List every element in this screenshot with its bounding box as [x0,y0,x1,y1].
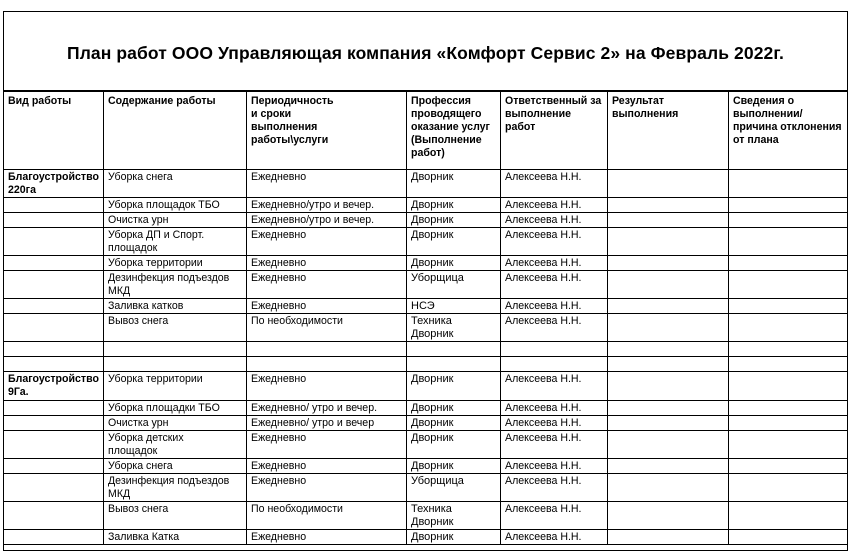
cell-line: площадок [108,242,158,254]
cell-line: Ежедневно [251,257,307,269]
cell-notes [729,271,849,299]
cell-notes [729,416,849,431]
cell-content [104,474,247,502]
col-header-profession [407,92,501,170]
cell-responsible [501,416,608,431]
cell-work-type [4,530,104,545]
title-bar [4,12,847,91]
cell-line: (Выполнение [411,134,482,146]
cell-line: Дезинфекция подъездов [108,272,230,284]
cell-line: выполнения [612,108,679,120]
work-plan-table [3,91,848,545]
cell-responsible [501,401,608,416]
cell-periodicity [247,474,407,502]
cell-line: НСЭ [411,300,435,312]
cell-content [104,170,247,198]
cell-responsible [501,357,608,372]
cell-line: Алексеева Н.Н. [505,272,582,284]
cell-notes [729,372,849,401]
cell-line: Алексеева Н.Н. [505,503,582,515]
cell-line: Очистка урн [108,214,169,226]
cell-line: Благоустройство [8,373,99,385]
cell-periodicity [247,416,407,431]
cell-result [608,299,729,314]
cell-line: Алексеева Н.Н. [505,531,582,543]
table-row [4,530,849,545]
cell-line: Заливка катков [108,300,184,312]
col-header-work-type [4,92,104,170]
cell-notes [729,198,849,213]
cell-result [608,256,729,271]
cell-notes [729,299,849,314]
col-header-content [104,92,247,170]
cell-line: Уборка территории [108,373,203,385]
cell-result [608,271,729,299]
cell-result [608,502,729,530]
cell-work-type [4,401,104,416]
cell-result [608,198,729,213]
cell-line: и сроки [251,108,292,120]
cell-line: выполнение работ [505,108,571,133]
cell-content [104,530,247,545]
cell-profession [407,459,501,474]
cell-profession [407,474,501,502]
cell-profession [407,271,501,299]
cell-notes [729,228,849,256]
cell-line: Алексеева Н.Н. [505,199,582,211]
cell-notes [729,342,849,357]
cell-result [608,170,729,198]
cell-line: По необходимости [251,315,343,327]
cell-line: Ежедневно [251,475,307,487]
document-title: План работ ООО Управляющая компания «Комфорт Сервис 2» на Февраль 2022г. [67,42,784,63]
cell-periodicity [247,372,407,401]
cell-content [104,271,247,299]
cell-line: Уборщица [411,475,464,487]
cell-result [608,474,729,502]
cell-line: Уборка детских [108,432,184,444]
cell-line: оказание услуг [411,121,490,133]
cell-responsible [501,271,608,299]
cell-line: Ежедневно [251,171,307,183]
cell-periodicity [247,502,407,530]
cell-line: Ежедневно [251,229,307,241]
cell-periodicity [247,271,407,299]
cell-line: 220га [8,184,36,196]
cell-line: Алексеева Н.Н. [505,171,582,183]
cell-work-type [4,502,104,530]
cell-responsible [501,502,608,530]
cell-notes [729,357,849,372]
cell-responsible [501,213,608,228]
cell-line: Дезинфекция подъездов [108,475,230,487]
table-row [4,502,849,530]
cell-line: Уборщица [411,272,464,284]
cell-content [104,502,247,530]
table-row [4,256,849,271]
cell-profession [407,416,501,431]
cell-work-type [4,431,104,459]
cell-responsible [501,299,608,314]
cell-line: Алексеева Н.Н. [505,402,582,414]
cell-periodicity [247,256,407,271]
cell-work-type [4,228,104,256]
cell-responsible [501,530,608,545]
cell-line: Алексеева Н.Н. [505,475,582,487]
cell-line: причина отклонения [733,121,842,133]
cell-line: Сведения о [733,95,795,107]
cell-line: работ) [411,147,445,159]
table-row [4,213,849,228]
cell-line: 9Га. [8,386,29,398]
cell-result [608,228,729,256]
cell-line: Дворник [411,214,454,226]
table-row [4,314,849,342]
cell-line: Периодичность [251,95,334,107]
cell-line: Алексеева Н.Н. [505,229,582,241]
table-body [4,170,849,545]
cell-result [608,342,729,357]
cell-work-type [4,416,104,431]
cell-responsible [501,228,608,256]
cell-line: Содержание работы [108,95,216,107]
cell-line: Ежедневно [251,272,307,284]
cell-content [104,431,247,459]
table-row [4,459,849,474]
cell-periodicity [247,530,407,545]
cell-result [608,416,729,431]
cell-work-type [4,314,104,342]
cell-periodicity [247,170,407,198]
cell-work-type [4,198,104,213]
cell-line: Дворник [411,402,454,414]
cell-work-type [4,213,104,228]
cell-line: Алексеева Н.Н. [505,257,582,269]
col-header-responsible [501,92,608,170]
cell-work-type [4,474,104,502]
cell-responsible [501,170,608,198]
cell-work-type [4,357,104,372]
cell-line: Дворник [411,257,454,269]
table-row [4,170,849,198]
cell-notes [729,256,849,271]
cell-notes [729,170,849,198]
cell-profession [407,372,501,401]
cell-line: Уборка территории [108,257,203,269]
table-row [4,342,849,357]
cell-responsible [501,198,608,213]
cell-line: МКД [108,285,131,297]
cell-notes [729,314,849,342]
table-row [4,401,849,416]
cell-responsible [501,372,608,401]
work-plan-document [3,11,848,551]
cell-line: Дворник [411,432,454,444]
cell-result [608,314,729,342]
cell-work-type [4,170,104,198]
cell-line: Дворник [411,199,454,211]
cell-line: Дворник [411,516,454,528]
cell-periodicity [247,342,407,357]
cell-notes [729,502,849,530]
cell-line: Дворник [411,531,454,543]
cell-content [104,256,247,271]
cell-profession [407,314,501,342]
cell-line: Ежедневно [251,531,307,543]
cell-result [608,530,729,545]
cell-line: Алексеева Н.Н. [505,432,582,444]
cell-notes [729,474,849,502]
cell-profession [407,401,501,416]
cell-line: Алексеева Н.Н. [505,417,582,429]
cell-line: площадок [108,445,158,457]
cell-responsible [501,459,608,474]
cell-content [104,416,247,431]
cell-content [104,213,247,228]
cell-line: Профессия [411,95,471,107]
cell-line: выполнении/ [733,108,803,120]
cell-periodicity [247,228,407,256]
cell-content [104,228,247,256]
cell-line: Благоустройство [8,171,99,183]
col-header-notes [729,92,849,170]
cell-line: Дворник [411,417,454,429]
cell-responsible [501,256,608,271]
cell-line: Алексеева Н.Н. [505,373,582,385]
cell-content [104,372,247,401]
cell-line: Вид работы [8,95,72,107]
cell-line: Результат [612,95,665,107]
cell-work-type [4,271,104,299]
cell-line: от плана [733,134,779,146]
cell-periodicity [247,357,407,372]
table-row [4,431,849,459]
table-row [4,416,849,431]
cell-periodicity [247,213,407,228]
cell-profession [407,431,501,459]
cell-notes [729,213,849,228]
cell-notes [729,459,849,474]
cell-responsible [501,474,608,502]
cell-line: Ежедневно [251,460,307,472]
cell-content [104,401,247,416]
table-row [4,198,849,213]
cell-line: Ежедневно [251,300,307,312]
cell-periodicity [247,401,407,416]
cell-line: выполнения [251,121,318,133]
cell-line: Ежедневно [251,373,307,385]
cell-line: Алексеева Н.Н. [505,300,582,312]
cell-line: Ежедневно/ утро и вечер. [251,402,378,414]
cell-profession [407,502,501,530]
cell-work-type [4,372,104,401]
cell-content [104,299,247,314]
cell-line: Ежедневно/утро и вечер. [251,214,375,226]
cell-work-type [4,299,104,314]
cell-profession [407,342,501,357]
cell-line: Вывоз снега [108,315,169,327]
cell-line: проводящего [411,108,482,120]
cell-content [104,459,247,474]
cell-line: Ежедневно [251,432,307,444]
cell-work-type [4,342,104,357]
cell-profession [407,299,501,314]
cell-line: По необходимости [251,503,343,515]
col-header-result [608,92,729,170]
cell-line: Дворник [411,460,454,472]
cell-result [608,401,729,416]
col-header-periodicity [247,92,407,170]
cell-periodicity [247,198,407,213]
cell-line: работы\услуги [251,134,329,146]
cell-line: Уборка площадки ТБО [108,402,220,414]
header-row [4,92,849,170]
cell-content [104,314,247,342]
cell-work-type [4,256,104,271]
cell-profession [407,530,501,545]
cell-result [608,431,729,459]
cell-line: Техника [411,503,452,515]
table-row [4,372,849,401]
cell-work-type [4,459,104,474]
cell-notes [729,530,849,545]
table-row [4,299,849,314]
table-row [4,271,849,299]
cell-line: Дворник [411,171,454,183]
cell-line: Вывоз снега [108,503,169,515]
table-row [4,357,849,372]
cell-profession [407,357,501,372]
cell-line: Ответственный за [505,95,602,107]
cell-line: Алексеева Н.Н. [505,315,582,327]
cell-profession [407,256,501,271]
cell-responsible [501,314,608,342]
cell-profession [407,213,501,228]
cell-periodicity [247,459,407,474]
cell-line: Дворник [411,328,454,340]
cell-responsible [501,342,608,357]
cell-profession [407,170,501,198]
cell-line: Дворник [411,229,454,241]
cell-profession [407,228,501,256]
cell-line: Дворник [411,373,454,385]
cell-line: Ежедневно/ утро и вечер [251,417,375,429]
cell-line: Уборка ДП и Спорт. [108,229,205,241]
cell-notes [729,431,849,459]
cell-line: Уборка снега [108,171,173,183]
cell-result [608,357,729,372]
cell-line: Уборка снега [108,460,173,472]
cell-result [608,213,729,228]
cell-result [608,459,729,474]
cell-line: Уборка площадок ТБО [108,199,220,211]
cell-notes [729,401,849,416]
cell-line: Алексеева Н.Н. [505,214,582,226]
cell-result [608,372,729,401]
cell-line: Очистка урн [108,417,169,429]
cell-periodicity [247,431,407,459]
cell-periodicity [247,314,407,342]
cell-line: Ежедневно/утро и вечер. [251,199,375,211]
cell-responsible [501,431,608,459]
table-row [4,474,849,502]
cell-content [104,198,247,213]
cell-line: МКД [108,488,131,500]
cell-line: Заливка Катка [108,531,180,543]
cell-periodicity [247,299,407,314]
cell-content [104,357,247,372]
table-row [4,228,849,256]
cell-profession [407,198,501,213]
cell-line: Техника [411,315,452,327]
cell-content [104,342,247,357]
cell-line: Алексеева Н.Н. [505,460,582,472]
